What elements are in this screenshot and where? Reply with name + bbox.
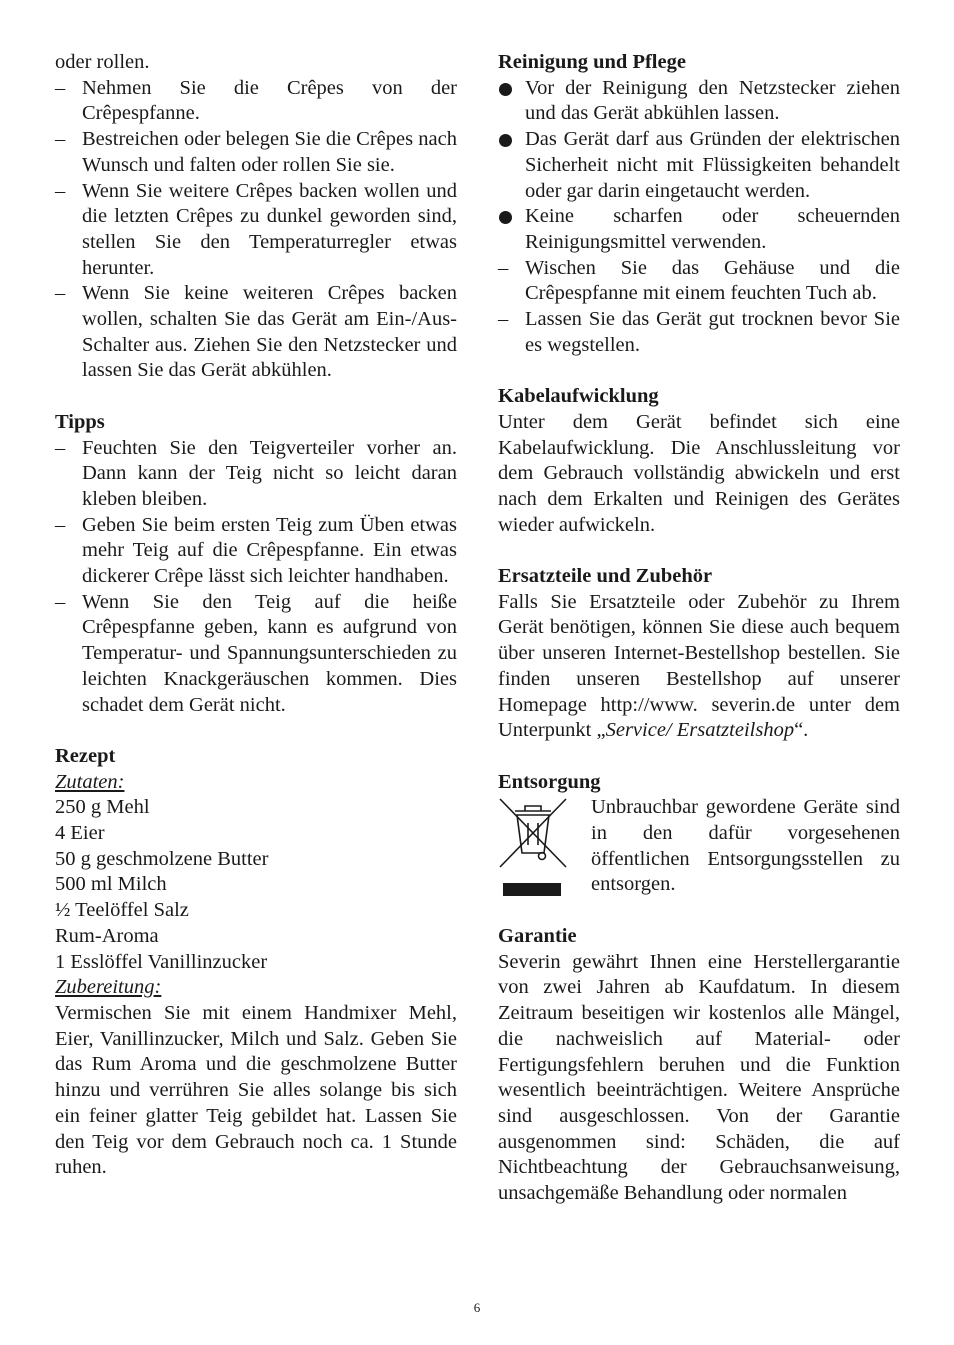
bullet-icon [499,211,512,224]
ersatz-text: Falls Sie Ersatzteile oder Zubehör zu Ihrem Gerät benötigen, können Sie diese auch bequem über unseren Internet-Bestellshop bestellen. Sie finden unseren Bestellshop auf unserer Homepage http://www. severin.de unter dem Unterpunkt „Service/ Ersatzteilshop“. [498,590,900,742]
list-item: – Wenn Sie den Teig auf die heiße Crêpespfanne geben, kann es aufgrund von Temperatur- und Spannungsunterschieden zu leichten Knackgeräuschen kommen. Dies schadet dem Gerät nicht. [55,590,457,716]
bullet-icon [499,134,512,147]
ingredient: 250 g Mehl [55,796,150,819]
list-item: Das Gerät darf aus Gründen der elektrischen Sicherheit nicht mit Flüssigkeiten behandelt oder gar darin eingetaucht werden. [498,127,900,204]
list-item: – Lassen Sie das Gerät gut trocknen bevor Sie es wegstellen. [498,308,900,356]
entsorgung-text: Unbrauchbar gewordene Geräte sind in den dafür vorgesehenen öffentlichen Entsorgungsstellen zu entsorgen. [591,796,900,896]
tipps-heading: Tipps [55,410,105,433]
zubereitung-text: Vermischen Sie mit einem Handmixer Mehl, Eier, Vanillinzucker, Milch und Salz. Geben Sie das Rum Aroma und die geschmolzene Butter hinzu und verrühren Sie alles solange bis sich ein feiner glatter Teig gebildet hat. Lassen Sie den Teig vor dem Gebrauch noch ca. 1 Stunde ruhen. [55,1001,457,1179]
zutaten-label: Zutaten: [55,770,125,793]
ingredient: Rum-Aroma [55,924,159,947]
dash-marker: – [55,128,66,151]
steps-list [55,76,457,384]
left-column [55,50,457,1181]
reinigung-heading: Reinigung und Pflege [498,51,686,73]
kabel-text: Unter dem Gerät befindet sich eine Kabelaufwicklung. Die Anschlussleitung vor dem Gebrauch vollständig abwickeln und erst nach dem Erkalten und Reinigen des Gerätes wieder aufwickeln. [498,410,900,536]
ingredient: 500 ml Milch [55,873,167,896]
service-link-text: Service/ Ersatzteilshop [605,719,795,742]
right-column [498,50,900,1207]
list-item: – Nehmen Sie die Crêpes von der Crêpespfanne. [55,76,457,125]
list-item: – Wischen Sie das Gehäuse und die Crêpespfanne mit einem feuchten Tuch ab. [498,256,900,305]
dash-marker: – [55,76,66,99]
tipps-list [55,436,457,719]
ingredient: 4 Eier [55,822,105,845]
zubereitung-label: Zubereitung: [55,976,162,999]
list-item: – Wenn Sie weitere Crêpes backen wollen und die letzten Crêpes zu dunkel geworden sind, stellen Sie den Temperaturregler etwas herunter. [55,179,457,279]
list-item: Vor der Reinigung den Netzstecker ziehen und das Gerät abkühlen lassen. [498,76,900,127]
garantie-heading: Garantie [498,925,577,948]
ersatz-heading: Ersatzteile und Zubehör [498,565,713,588]
dash-marker: – [55,590,66,613]
page-number: 6 [473,1300,481,1315]
entsorgung-heading: Entsorgung [498,770,601,793]
entsorgung-block [498,795,900,898]
ingredient-list [55,795,457,975]
reinigung-list [498,76,900,359]
dash-marker: – [55,513,66,536]
list-item: – Geben Sie beim ersten Teig zum Üben etwas mehr Teig auf die Crêpespfanne. Ein etwas dickerer Crêpe lässt sich leichter handhaben. [55,513,457,588]
list-item: – Feuchten Sie den Teigverteiler vorher an. Dann kann der Teig nicht so leicht daran kleben bleiben. [55,436,457,510]
dash-marker: – [55,436,66,459]
kabel-heading: Kabelaufwicklung [498,385,659,408]
garantie-text: Severin gewährt Ihnen eine Herstellergarantie von zwei Jahren ab Kaufdatum. In diesem Zeitraum beseitigen wir kostenlos alle Mängel, die nachweislich auf Material- oder Fertigungsfehlern beruhen und die Funktion wesentlich beeinträchtigen. Weitere Ansprüche sind ausgeschlossen. Von der Garantie ausgenommen sind: Schäden, die auf Nichtbeachtung der Gebrauchsanweisung, unsachgemäße Behandlung oder normalen [498,950,900,1205]
dash-marker: – [55,282,66,305]
list-item: Keine scharfen oder scheuernden Reinigungsmittel verwenden. [498,204,900,255]
ingredient: 50 g geschmolzene Butter [55,847,269,870]
bullet-icon [499,83,512,96]
ingredient: ½ Teelöffel Salz [55,899,189,922]
dash-marker: – [498,308,509,331]
dash-marker: – [55,179,66,202]
rezept-heading: Rezept [55,744,116,767]
dash-marker: – [498,256,509,279]
intro-continuation: oder rollen. [55,51,150,73]
ingredient: 1 Esslöffel Vanillinzucker [55,950,268,973]
list-item: – Wenn Sie keine weiteren Crêpes backen wollen, schalten Sie das Gerät am Ein-/Aus-Schalter aus. Ziehen Sie den Netzstecker und lassen Sie das Gerät abkühlen. [55,282,457,382]
crossed-out-wheelie-bin-icon [498,797,568,897]
list-item: – Bestreichen oder belegen Sie die Crêpes nach Wunsch und falten oder rollen Sie sie. [55,128,457,176]
